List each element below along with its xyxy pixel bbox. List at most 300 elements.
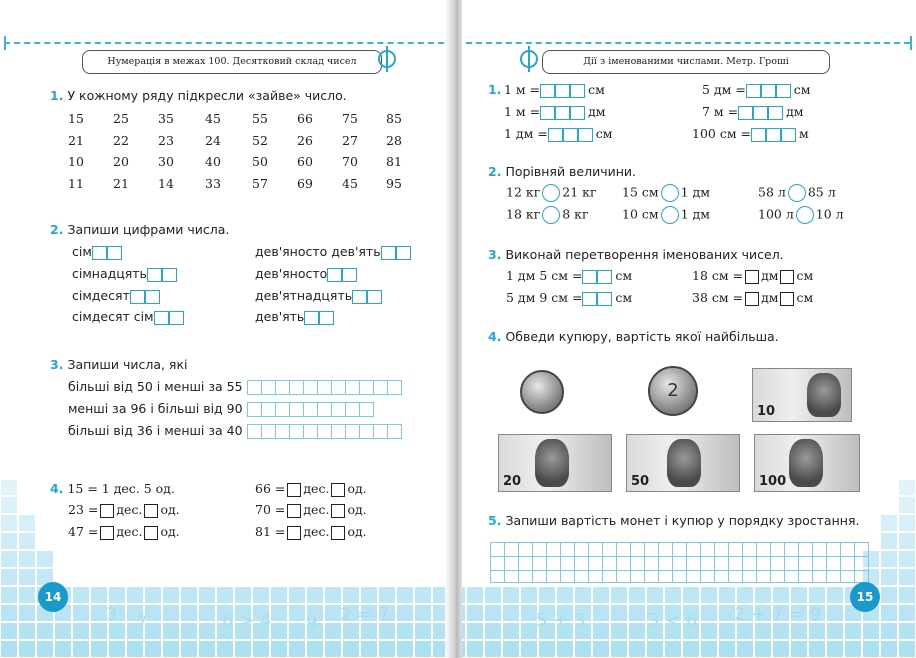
- decor-square: [827, 605, 843, 621]
- decor-square: [109, 641, 125, 657]
- quantity-b: 21 кг: [562, 184, 597, 200]
- answer-box[interactable]: [753, 106, 768, 120]
- decor-square: [503, 587, 519, 603]
- decor-square: [647, 587, 663, 603]
- decor-square: [485, 641, 501, 657]
- exercise-text: Запиши вартість монет і купюр у порядку зростання.: [505, 513, 860, 528]
- exercise-number: 2.: [488, 164, 502, 179]
- conversion-item: [702, 104, 804, 120]
- decor-square: [361, 641, 377, 657]
- right-page: [462, 0, 916, 658]
- compare-circle[interactable]: [796, 206, 814, 224]
- answer-box[interactable]: [327, 268, 342, 282]
- table-cell[interactable]: 60: [297, 154, 313, 169]
- answer-box[interactable]: [169, 311, 184, 325]
- table-cell[interactable]: 81: [386, 154, 402, 169]
- answer-box[interactable]: [751, 128, 766, 142]
- decor-square: [521, 587, 537, 603]
- decor-square: [899, 533, 915, 549]
- table-cell[interactable]: 26: [297, 133, 313, 148]
- exercise-2-title: [488, 164, 636, 179]
- decor-square: [521, 623, 537, 639]
- decor-square: [91, 587, 107, 603]
- decor-square: [19, 515, 35, 531]
- conversion-item: [504, 82, 605, 98]
- decor-square: [845, 641, 861, 657]
- conversion-text: 5 дм =: [702, 82, 746, 97]
- unit-label: дм: [761, 268, 779, 283]
- decor-square: [719, 587, 735, 603]
- table-cell[interactable]: 23: [158, 133, 174, 148]
- decor-square: [1, 641, 17, 657]
- number-label: 23 =: [68, 502, 99, 517]
- conversion-item: [692, 268, 813, 284]
- decor-square: [127, 587, 143, 603]
- decor-square: [181, 641, 197, 657]
- answer-box[interactable]: [147, 268, 162, 282]
- answer-box[interactable]: [582, 292, 597, 306]
- conversion-item: [692, 290, 813, 306]
- decor-square: [181, 623, 197, 639]
- answer-cells[interactable]: [247, 380, 402, 395]
- number-word-item: [72, 288, 160, 304]
- answer-box[interactable]: [555, 84, 570, 98]
- number-word-item: [255, 309, 334, 325]
- answer-box[interactable]: [570, 106, 585, 120]
- decor-square: [845, 623, 861, 639]
- decor-square: [253, 641, 269, 657]
- tens-label: дес.: [303, 481, 330, 496]
- table-cell[interactable]: 14: [158, 176, 174, 191]
- answer-box[interactable]: [578, 128, 593, 142]
- answer-box[interactable]: [738, 106, 753, 120]
- answer-box[interactable]: [563, 128, 578, 142]
- decor-square: [289, 641, 305, 657]
- table-cell[interactable]: 22: [113, 133, 129, 148]
- compare-item: [506, 184, 597, 202]
- table-cell[interactable]: 30: [158, 154, 174, 169]
- number-word: дев'ять: [255, 309, 305, 324]
- exercise-number: 4.: [50, 481, 64, 496]
- decor-square: [557, 587, 573, 603]
- exercise-example: 15 = 1 дес. 5 од.: [67, 481, 175, 496]
- decor-square: [91, 605, 107, 621]
- number-word: дев'ятнадцять: [255, 288, 353, 303]
- exercise-number: 2.: [50, 222, 64, 237]
- page-number: 15: [850, 582, 880, 612]
- decor-square: [467, 605, 483, 621]
- decor-square: [629, 587, 645, 603]
- decor-square: [701, 605, 717, 621]
- exercise-number: 4.: [488, 329, 502, 344]
- quantity-b: 1 дм: [680, 184, 710, 200]
- table-cell[interactable]: 45: [342, 176, 358, 191]
- decor-square: [199, 587, 215, 603]
- answer-box[interactable]: [570, 84, 585, 98]
- table-cell[interactable]: 27: [342, 133, 358, 148]
- decor-square: [899, 515, 915, 531]
- decor-square: [467, 587, 483, 603]
- answer-cells[interactable]: [247, 402, 374, 417]
- answer-box[interactable]: [597, 270, 612, 284]
- ruler-compass-icon: [376, 44, 398, 74]
- decor-square: [737, 623, 753, 639]
- compare-item: [622, 206, 710, 224]
- decor-square: [199, 605, 215, 621]
- decor-square: [127, 641, 143, 657]
- table-cell[interactable]: 28: [386, 133, 402, 148]
- answer-box[interactable]: [154, 311, 169, 325]
- answer-box[interactable]: [145, 290, 160, 304]
- decor-square: [485, 605, 501, 621]
- decor-square: [575, 587, 591, 603]
- quantity-a: 10 см: [622, 206, 659, 222]
- decor-square: [791, 587, 807, 603]
- answer-box[interactable]: [107, 246, 122, 260]
- table-cell[interactable]: 50: [252, 154, 268, 169]
- footer-math: 2 = 7: [340, 604, 390, 625]
- decor-square: [629, 641, 645, 657]
- exercise-text: Запиши цифрами числа.: [67, 222, 230, 237]
- table-cell[interactable]: 85: [386, 111, 402, 126]
- decor-square: [217, 641, 233, 657]
- answer-box[interactable]: [162, 268, 177, 282]
- answer-box[interactable]: [776, 84, 791, 98]
- exercise-text: Запиши числа, які: [67, 357, 188, 372]
- table-cell[interactable]: 57: [252, 176, 268, 191]
- exercise-3-title: [50, 357, 187, 372]
- decor-square: [755, 623, 771, 639]
- answer-box[interactable]: [396, 246, 411, 260]
- decor-square: [19, 623, 35, 639]
- decor-square: [397, 641, 413, 657]
- answer-box[interactable]: [768, 106, 783, 120]
- range-text: менші за 96 і більші від 90: [68, 401, 243, 416]
- decor-square: [881, 623, 897, 639]
- quantity-b: 10 л: [815, 206, 844, 222]
- decor-square: [415, 623, 431, 639]
- quantity-a: 58 л: [758, 184, 786, 200]
- decor-square: [325, 623, 341, 639]
- answer-cells[interactable]: [247, 424, 402, 439]
- conversion-text: 100 см =: [692, 126, 752, 141]
- table-cell[interactable]: 69: [297, 176, 313, 191]
- decor-square: [145, 623, 161, 639]
- decor-square: [235, 587, 251, 603]
- units-label: од.: [347, 481, 367, 496]
- decor-square: [145, 587, 161, 603]
- range-row: [68, 423, 402, 439]
- footer-math: 7: [138, 614, 147, 630]
- table-cell[interactable]: 11: [68, 176, 84, 191]
- banknote-image[interactable]: [752, 368, 852, 422]
- decor-square: [629, 605, 645, 621]
- table-cell[interactable]: 95: [386, 176, 402, 191]
- unit-label: см: [615, 268, 633, 283]
- decor-square: [881, 533, 897, 549]
- decor-square: [379, 587, 395, 603]
- table-cell[interactable]: 75: [342, 111, 358, 126]
- decor-square: [289, 623, 305, 639]
- answer-box[interactable]: [540, 84, 555, 98]
- answer-box[interactable]: [540, 106, 555, 120]
- conversion-text: 1 дм =: [504, 126, 548, 141]
- decor-square: [701, 623, 717, 639]
- left-page: [0, 0, 452, 658]
- conversion-item: [506, 290, 632, 306]
- decor-square: [37, 641, 53, 657]
- decor-square: [809, 623, 825, 639]
- unit-label: см: [796, 290, 814, 305]
- number-word: дев'яносто дев'ять: [255, 244, 381, 259]
- decor-square: [737, 641, 753, 657]
- decor-square: [235, 641, 251, 657]
- answer-box[interactable]: [319, 311, 334, 325]
- decor-square: [881, 587, 897, 603]
- quantity-a: 15 см: [622, 184, 659, 200]
- quantity-b: 85 л: [807, 184, 836, 200]
- table-cell[interactable]: 66: [297, 111, 313, 126]
- decor-square: [719, 605, 735, 621]
- decor-square: [557, 641, 573, 657]
- decor-square: [1, 533, 17, 549]
- decor-square: [271, 641, 287, 657]
- tens-label: дес.: [116, 502, 143, 517]
- decor-square: [827, 641, 843, 657]
- units-label: од.: [347, 524, 367, 539]
- table-cell[interactable]: 55: [252, 111, 268, 126]
- number-word-item: [255, 288, 382, 304]
- decor-square: [163, 605, 179, 621]
- decor-square: [343, 641, 359, 657]
- table-cell[interactable]: 35: [158, 111, 174, 126]
- conversion-text: 1 дм 5 см =: [506, 268, 583, 283]
- decor-square: [593, 587, 609, 603]
- table-cell[interactable]: 70: [342, 154, 358, 169]
- number-label: 70 =: [255, 502, 286, 517]
- rule-tick: [910, 36, 912, 50]
- decor-square: [325, 641, 341, 657]
- banknote-value: 100: [759, 474, 787, 489]
- answer-box[interactable]: [582, 270, 597, 284]
- decor-square: [199, 623, 215, 639]
- coin-image[interactable]: [648, 366, 698, 416]
- decor-square: [1, 497, 17, 513]
- unit-label: см: [796, 268, 814, 283]
- answer-box[interactable]: [766, 128, 781, 142]
- conversion-text: 5 дм 9 см =: [506, 290, 583, 305]
- page-number: 14: [38, 582, 68, 612]
- decor-square: [521, 605, 537, 621]
- conversion-text: 1 м =: [504, 104, 541, 119]
- conversion-item: [504, 104, 606, 120]
- answer-box[interactable]: [780, 292, 794, 306]
- decor-square: [343, 623, 359, 639]
- range-text: більші від 36 і менші за 40: [68, 423, 243, 438]
- decor-square: [19, 551, 35, 567]
- table-cell[interactable]: 40: [205, 154, 221, 169]
- left-page-header: Нумерація в межах 100. Десятковий склад чисел: [82, 50, 382, 74]
- conversion-text: 18 см =: [692, 268, 744, 283]
- number-word: дев'яносто: [255, 266, 328, 281]
- decor-square: [485, 587, 501, 603]
- decor-square: [611, 623, 627, 639]
- answer-grid[interactable]: [490, 542, 869, 583]
- decor-square: [1, 587, 17, 603]
- decor-square: [462, 605, 465, 621]
- decor-square: [19, 533, 35, 549]
- decor-square: [701, 641, 717, 657]
- compare-circle[interactable]: [542, 184, 560, 202]
- decor-square: [755, 641, 771, 657]
- answer-box[interactable]: [548, 128, 563, 142]
- compare-circle[interactable]: [661, 184, 679, 202]
- exercise-text: У кожному ряду підкресли «зайве» число.: [67, 88, 347, 103]
- exercise-text: Обведи купюру, вартість якої найбільша.: [505, 329, 779, 344]
- answer-box[interactable]: [342, 268, 357, 282]
- compare-circle[interactable]: [788, 184, 806, 202]
- table-cell[interactable]: 15: [68, 111, 84, 126]
- decor-square: [145, 641, 161, 657]
- answer-box[interactable]: [780, 270, 794, 284]
- answer-box[interactable]: [781, 128, 796, 142]
- table-cell[interactable]: 10: [68, 154, 84, 169]
- answer-box[interactable]: [746, 84, 761, 98]
- unit-label: дм: [588, 104, 606, 119]
- exercise-text: Виконай перетворення іменованих чисел.: [505, 247, 784, 262]
- decor-square: [611, 641, 627, 657]
- decor-square: [827, 587, 843, 603]
- number-word: сім: [72, 244, 92, 259]
- number-label: 81 =: [255, 524, 286, 539]
- table-cell[interactable]: 21: [113, 176, 129, 191]
- decor-square: [415, 587, 431, 603]
- decor-square: [109, 623, 125, 639]
- coin-image[interactable]: [520, 370, 564, 414]
- compare-circle[interactable]: [542, 206, 560, 224]
- conversion-item: [702, 82, 811, 98]
- table-cell[interactable]: 45: [205, 111, 221, 126]
- table-cell[interactable]: 24: [205, 133, 221, 148]
- table-cell[interactable]: 52: [252, 133, 268, 148]
- decor-square: [145, 605, 161, 621]
- table-cell[interactable]: 20: [113, 154, 129, 169]
- exercise-number: 3.: [50, 357, 64, 372]
- number-label: 47 =: [68, 524, 99, 539]
- decor-square: [719, 641, 735, 657]
- table-cell[interactable]: 25: [113, 111, 129, 126]
- decor-square: [462, 623, 465, 639]
- decor-square: [181, 587, 197, 603]
- number-word: сімнадцять: [72, 266, 147, 281]
- answer-box[interactable]: [745, 270, 759, 284]
- decor-square: [863, 641, 879, 657]
- decor-square: [325, 605, 341, 621]
- decor-square: [1, 480, 17, 495]
- answer-box[interactable]: [745, 292, 759, 306]
- decor-square: [19, 587, 35, 603]
- units-label: од.: [160, 524, 180, 539]
- answer-box[interactable]: [597, 292, 612, 306]
- decor-square: [467, 641, 483, 657]
- decor-square: [863, 623, 879, 639]
- decor-square: [881, 551, 897, 567]
- footer-math: 3 < 6: [648, 610, 698, 631]
- footer-math: 2 + 7 = 9: [734, 604, 822, 625]
- decor-square: [881, 569, 897, 585]
- decor-square: [199, 641, 215, 657]
- answer-box[interactable]: [555, 106, 570, 120]
- unit-label: см: [615, 290, 633, 305]
- conversion-item: [692, 126, 809, 142]
- decor-square: [109, 587, 125, 603]
- answer-box[interactable]: [304, 311, 319, 325]
- tens-label: дес.: [116, 524, 143, 539]
- decor-square: [163, 623, 179, 639]
- decor-square: [809, 641, 825, 657]
- range-row: [68, 379, 402, 395]
- decor-square: [899, 497, 915, 513]
- decor-square: [55, 641, 71, 657]
- number-word: сімдесят сім: [72, 309, 154, 324]
- answer-box[interactable]: [761, 84, 776, 98]
- answer-box[interactable]: [381, 246, 396, 260]
- tens-label: дес.: [303, 502, 330, 517]
- footer-math: 9: [306, 612, 318, 633]
- compare-circle[interactable]: [661, 206, 679, 224]
- decor-square: [629, 623, 645, 639]
- decor-square: [719, 623, 735, 639]
- exercise-3-title: [488, 247, 784, 262]
- table-cell[interactable]: 21: [68, 133, 84, 148]
- table-cell[interactable]: 33: [205, 176, 221, 191]
- decor-square: [899, 641, 915, 657]
- quantity-a: 18 кг: [506, 206, 541, 222]
- decor-square: [791, 641, 807, 657]
- decor-square: [462, 641, 465, 657]
- answer-box[interactable]: [130, 290, 145, 304]
- decor-square: [37, 551, 53, 567]
- number-label: 66 =: [255, 481, 286, 496]
- decor-square: [593, 623, 609, 639]
- decor-square: [665, 641, 681, 657]
- answer-box[interactable]: [352, 290, 367, 304]
- decor-square: [755, 587, 771, 603]
- footer-math: 3: [106, 604, 118, 625]
- decor-square: [91, 623, 107, 639]
- decor-square: [665, 587, 681, 603]
- answer-box[interactable]: [367, 290, 382, 304]
- unit-label: дм: [786, 104, 804, 119]
- footer-math: 5 + 3: [536, 610, 586, 631]
- exercise-number: 1.: [50, 88, 64, 103]
- rule-tick: [4, 36, 6, 50]
- decor-square: [899, 623, 915, 639]
- decor-square: [899, 551, 915, 567]
- exercise-number: 1.: [488, 82, 502, 97]
- number-word-item: [72, 309, 184, 325]
- exercise-number: 5.: [488, 513, 502, 528]
- conversion-item: [506, 268, 632, 284]
- decor-square: [1, 623, 17, 639]
- conversion-text: 38 см =: [692, 290, 744, 305]
- banknote-value: 50: [631, 474, 650, 489]
- banknote-value: 20: [503, 474, 522, 489]
- decor-square: [539, 587, 555, 603]
- answer-box[interactable]: [92, 246, 107, 260]
- exercise-text: Порівняй величини.: [505, 164, 636, 179]
- decor-square: [55, 623, 71, 639]
